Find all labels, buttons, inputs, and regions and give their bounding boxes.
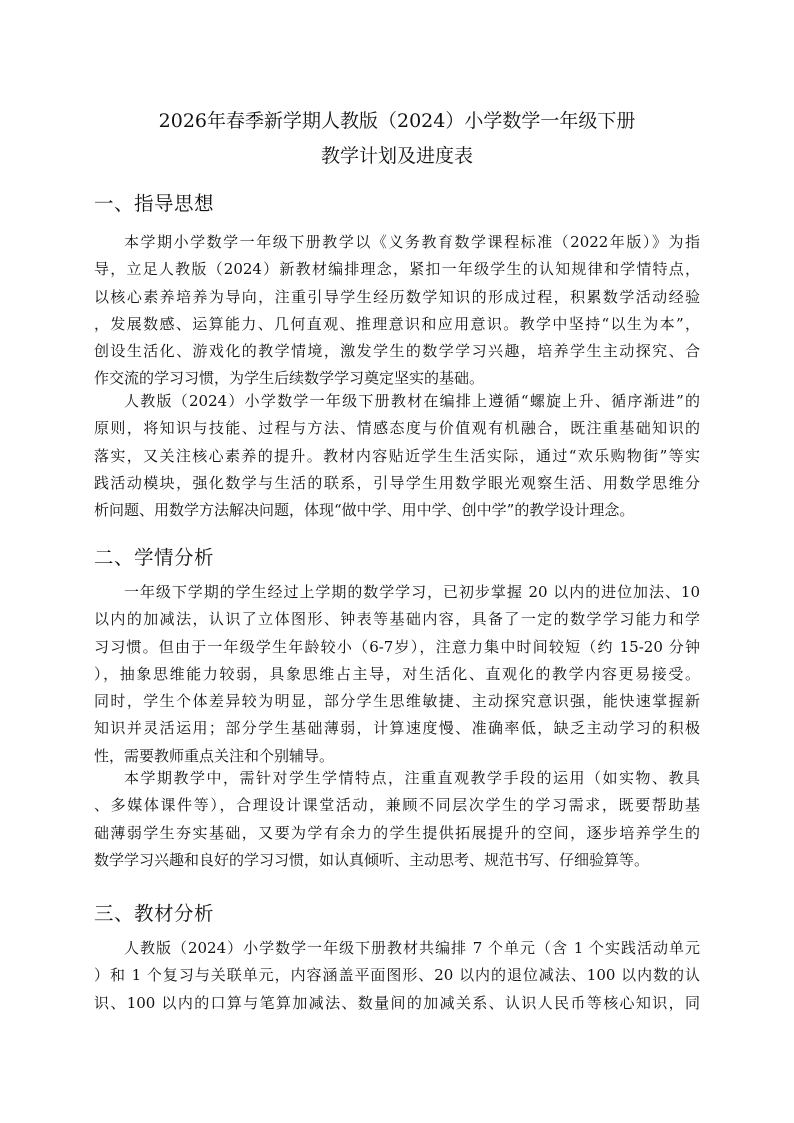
text-line: 原则，将知识与技能、过程与方法、情感态度与价值观有机融合，既注重基础知识的 xyxy=(94,419,700,438)
text-line: 一年级下学期的学生经过上学期的数学学习，已初步掌握 20 以内的进位加法、10 xyxy=(124,583,700,601)
text-line: 、多媒体课件等），合理设计课堂活动，兼顾不同层次学生的学习需求，既要帮助基 xyxy=(94,796,700,815)
text-line: 人教版（2024）小学数学一年级下册教材在编排上遵循“螺旋上升、循序渐进”的 xyxy=(124,392,700,410)
text-line: 识、100 以内的口算与笔算加减法、数量间的加减关系、认识人民币等核心知识，同 xyxy=(94,993,700,1012)
paragraph xyxy=(94,229,700,393)
paragraph xyxy=(94,935,700,1017)
text-line: ，发展数感、运算能力、几何直观、推理意识和应用意识。教学中坚持“以生为本”， xyxy=(94,314,700,333)
title-line-2: 教学计划及进度表 xyxy=(320,145,473,167)
text-line: 践活动模块，强化数学与生活的联系，引导学生用数学眼光观察生活、用数学思维分 xyxy=(94,473,700,492)
text-line: 析问题、用数学方法解决问题，体现“做中学、用中学、创中学”的教学设计理念。 xyxy=(94,501,635,520)
text-line: ），抽象思维能力较弱，具象思维占主导，对生活化、直观化的教学内容更易接受。 xyxy=(94,664,700,683)
text-line: 以核心素养培养为导向，注重引导学生经历数学知识的形成过程，积累数学活动经验 xyxy=(94,287,700,306)
paragraph xyxy=(94,579,700,770)
document-title xyxy=(0,104,794,174)
section-heading-learner-analysis: 二、学情分析 xyxy=(94,546,215,569)
text-line: 同时，学生个体差异较为明显，部分学生思维敏捷、主动探究意识强，能快速掌握新 xyxy=(94,692,700,711)
text-line: 落实，又关注核心素养的提升。教材内容贴近学生生活实际，通过“欢乐购物街”等实 xyxy=(94,446,700,465)
paragraph xyxy=(94,765,700,874)
text-line: 数学学习兴趣和良好的学习习惯，如认真倾听、主动思考、规范书写、仔细验算等。 xyxy=(94,850,650,869)
section-heading-guiding-ideology: 一、指导思想 xyxy=(94,192,215,215)
text-line: 导，立足人教版（2024）新教材编排理念，紧扣一年级学生的认知规律和学情特点， xyxy=(94,260,700,279)
text-line: 本学期教学中，需针对学生学情特点，注重直观教学手段的运用（如实物、教具 xyxy=(124,769,700,787)
text-line: 以内的加减法，认识了立体图形、钟表等基础内容，具备了一定的数学学习能力和学 xyxy=(94,610,700,629)
paragraph xyxy=(94,388,700,524)
text-line: 础薄弱学生夯实基础，又要为学有余力的学生提供拓展提升的空间，逐步培养学生的 xyxy=(94,823,700,842)
text-line: ）和 1 个复习与关联单元，内容涵盖平面图形、20 以内的退位减法、100 以内数的认 xyxy=(94,966,700,985)
section-heading-textbook-analysis: 三、教材分析 xyxy=(94,902,215,925)
text-line: 性，需要教师重点关注和个别辅导。 xyxy=(94,746,335,765)
text-line: 知识并灵活运用；部分学生基础薄弱，计算速度慢、准确率低，缺乏主动学习的积极 xyxy=(94,719,700,738)
title-line-1: 2026年春季新学期人教版（2024）小学数学一年级下册 xyxy=(158,110,636,132)
text-line: 作交流的学习习惯，为学生后续数学学习奠定坚实的基础。 xyxy=(94,369,485,388)
text-line: 创设生活化、游戏化的教学情境，激发学生的数学学习兴趣，培养学生主动探究、合 xyxy=(94,342,700,361)
text-line: 本学期小学数学一年级下册教学以《义务教育数学课程标准（2022年版）》为指 xyxy=(124,233,700,251)
text-line: 习习惯。但由于一年级学生年龄较小（6-7岁），注意力集中时间较短（约 15-20 分钟 xyxy=(94,637,700,656)
text-line: 人教版（2024）小学数学一年级下册教材共编排 7 个单元（含 1 个实践活动单元 xyxy=(124,939,700,957)
